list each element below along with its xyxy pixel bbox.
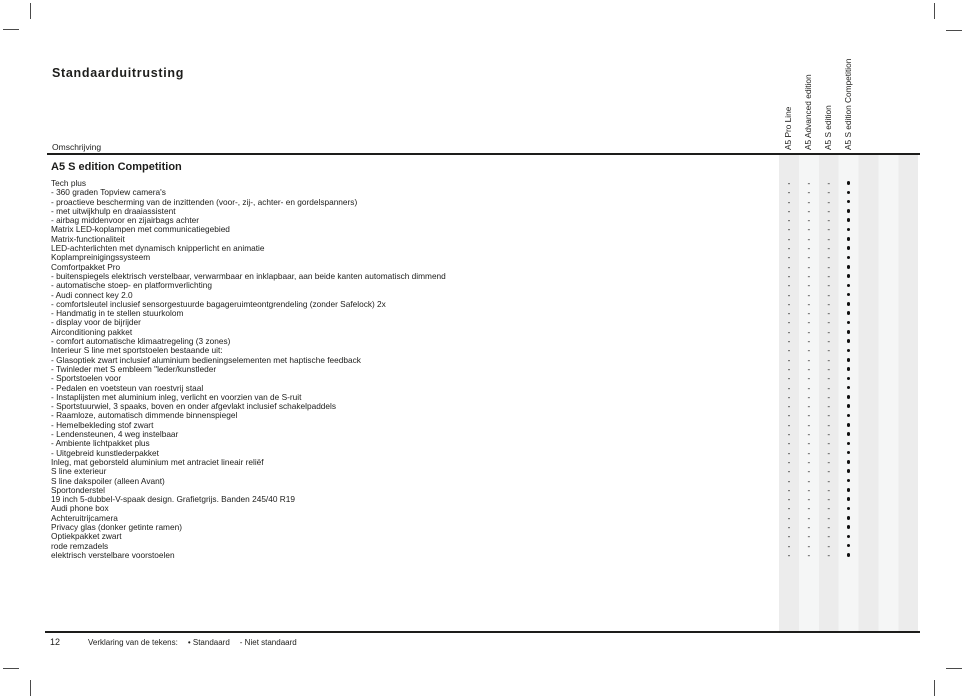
not-standard-marker: - bbox=[807, 410, 811, 421]
standard-marker bbox=[843, 263, 855, 272]
standard-marker bbox=[843, 523, 855, 532]
legend-not-standard: - Niet standaard bbox=[239, 638, 297, 647]
not-standard-marker: - bbox=[787, 280, 791, 291]
not-standard-marker: - bbox=[827, 484, 831, 495]
standard-marker bbox=[843, 188, 855, 197]
not-standard-marker: - bbox=[807, 447, 811, 458]
crop-mark-top-right-horizontal bbox=[946, 30, 962, 31]
feature-label: - buitenspiegels elektrisch verstelbaar, verwarmbaar en inklapbaar, aan beide kanten automatisch dimmend bbox=[51, 270, 446, 281]
bullet-icon bbox=[847, 479, 851, 483]
standard-marker bbox=[843, 207, 855, 216]
not-standard-marker: - bbox=[807, 503, 811, 514]
feature-label: Comfortpakket Pro bbox=[51, 261, 121, 272]
bullet-icon bbox=[847, 414, 851, 418]
footer-rule bbox=[45, 631, 920, 633]
not-standard-marker: - bbox=[807, 215, 811, 226]
not-standard-marker: - bbox=[787, 521, 791, 532]
table-row bbox=[51, 179, 921, 188]
table-row bbox=[51, 411, 921, 420]
feature-label: - proactieve bescherming van de inzittenden (voor-, zij-, achter- en gordelspanners) bbox=[51, 196, 358, 207]
feature-label: - Handmatig in te stellen stuurkolom bbox=[51, 308, 184, 319]
page-number: 12 bbox=[50, 637, 61, 647]
bullet-icon bbox=[847, 377, 851, 381]
feature-label: Matrix-functionaliteit bbox=[51, 233, 125, 244]
not-standard-marker: - bbox=[787, 354, 791, 365]
feature-label: - comfort automatische klimaatregeling (3 zones) bbox=[51, 336, 231, 347]
bullet-icon bbox=[847, 544, 851, 548]
not-standard-marker: - bbox=[787, 215, 791, 226]
feature-label: LED-achterlichten met dynamisch knipperlicht en animatie bbox=[51, 243, 265, 254]
standard-marker bbox=[843, 179, 855, 188]
not-standard-marker: - bbox=[787, 345, 791, 356]
crop-mark-bottom-right-vertical bbox=[934, 680, 935, 696]
standard-marker bbox=[843, 514, 855, 523]
table-row bbox=[51, 523, 921, 532]
not-standard-marker: - bbox=[807, 521, 811, 532]
bullet-icon bbox=[847, 442, 851, 446]
feature-label: - 360 graden Topview camera's bbox=[51, 187, 166, 198]
crop-mark-top-left-vertical bbox=[30, 3, 31, 19]
bullet-icon bbox=[847, 432, 851, 436]
not-standard-marker: - bbox=[827, 317, 831, 328]
feature-label: Audi phone box bbox=[51, 503, 109, 514]
not-standard-marker: - bbox=[827, 401, 831, 412]
not-standard-marker: - bbox=[827, 326, 831, 337]
table-row bbox=[51, 504, 921, 513]
not-standard-marker: - bbox=[807, 187, 811, 198]
not-standard-marker: - bbox=[827, 363, 831, 374]
not-standard-marker: - bbox=[807, 354, 811, 365]
feature-label: - Glasoptiek zwart inclusief aluminium bedieningselementen met haptische feedback bbox=[51, 354, 361, 365]
feature-label: - Raamloze, automatisch dimmende binnenspiegel bbox=[51, 410, 238, 421]
table-rows bbox=[51, 179, 921, 560]
not-standard-marker: - bbox=[827, 540, 831, 551]
standard-marker bbox=[843, 328, 855, 337]
not-standard-marker: - bbox=[807, 345, 811, 356]
not-standard-marker: - bbox=[787, 336, 791, 347]
bullet-icon bbox=[847, 293, 851, 297]
not-standard-marker: - bbox=[827, 233, 831, 244]
not-standard-marker: - bbox=[827, 419, 831, 430]
not-standard-marker: - bbox=[787, 233, 791, 244]
standard-marker bbox=[843, 458, 855, 467]
not-standard-marker: - bbox=[807, 243, 811, 254]
feature-label: - comfortsleutel inclusief sensorgestuurde bagageruimteontgrendeling (zonder Safelock) 2x bbox=[51, 298, 386, 309]
not-standard-marker: - bbox=[807, 289, 811, 300]
standard-marker bbox=[843, 495, 855, 504]
not-standard-marker: - bbox=[827, 224, 831, 235]
bullet-icon bbox=[847, 321, 851, 325]
not-standard-marker: - bbox=[807, 401, 811, 412]
not-standard-marker: - bbox=[807, 531, 811, 542]
not-standard-marker: - bbox=[787, 178, 791, 188]
not-standard-marker: - bbox=[827, 466, 831, 477]
not-standard-marker: - bbox=[827, 196, 831, 207]
bullet-icon bbox=[847, 404, 851, 408]
not-standard-marker: - bbox=[787, 429, 791, 440]
not-standard-marker: - bbox=[807, 466, 811, 477]
bullet-icon bbox=[847, 339, 851, 343]
bullet-icon bbox=[847, 200, 851, 204]
crop-mark-bottom-right-horizontal bbox=[946, 668, 962, 669]
not-standard-marker: - bbox=[827, 494, 831, 505]
feature-label: - airbag middenvoor en zijairbags achter bbox=[51, 215, 200, 226]
feature-label: elektrisch verstelbare voorstoelen bbox=[51, 549, 175, 560]
column-header-a5-advanced-edition: A5 Advanced edition bbox=[803, 74, 814, 150]
bullet-icon bbox=[847, 218, 851, 222]
not-standard-marker: - bbox=[787, 261, 791, 272]
not-standard-marker: - bbox=[827, 178, 831, 188]
feature-label: Optiekpakket zwart bbox=[51, 531, 122, 542]
table-row bbox=[51, 430, 921, 439]
bullet-icon bbox=[847, 553, 851, 557]
bullet-icon bbox=[847, 349, 851, 353]
not-standard-marker: - bbox=[807, 540, 811, 551]
feature-label: Tech plus bbox=[51, 178, 87, 188]
bullet-icon bbox=[847, 535, 851, 539]
not-standard-marker: - bbox=[807, 494, 811, 505]
not-standard-marker: - bbox=[807, 429, 811, 440]
bullet-icon bbox=[847, 237, 851, 241]
table-row bbox=[51, 421, 921, 430]
feature-label: - met uitwijkhulp en draaiassistent bbox=[51, 205, 176, 216]
bullet-icon bbox=[847, 451, 851, 455]
not-standard-marker: - bbox=[787, 373, 791, 384]
not-standard-marker: - bbox=[807, 298, 811, 309]
standard-marker bbox=[843, 467, 855, 476]
feature-label: Inleg, mat geborsteld aluminium met antraciet lineair reliëf bbox=[51, 456, 264, 467]
not-standard-marker: - bbox=[827, 521, 831, 532]
not-standard-marker: - bbox=[807, 475, 811, 486]
column-header-a5-s-edition: A5 S edition bbox=[823, 105, 834, 150]
not-standard-marker: - bbox=[827, 549, 831, 560]
not-standard-marker: - bbox=[807, 456, 811, 467]
feature-label: - Instaplijsten met aluminium inleg, verlicht en voorzien van de S-ruit bbox=[51, 391, 302, 402]
not-standard-marker: - bbox=[827, 215, 831, 226]
not-standard-marker: - bbox=[787, 270, 791, 281]
feature-label: - Hemelbekleding stof zwart bbox=[51, 419, 154, 430]
legend bbox=[88, 638, 307, 647]
not-standard-marker: - bbox=[807, 391, 811, 402]
not-standard-marker: - bbox=[827, 336, 831, 347]
bullet-icon bbox=[847, 460, 851, 464]
bullet-icon bbox=[847, 246, 851, 250]
bullet-icon bbox=[847, 330, 851, 334]
crop-mark-top-right-vertical bbox=[934, 3, 935, 19]
not-standard-marker: - bbox=[787, 252, 791, 263]
not-standard-marker: - bbox=[827, 243, 831, 254]
not-standard-marker: - bbox=[807, 196, 811, 207]
not-standard-marker: - bbox=[787, 401, 791, 412]
not-standard-marker: - bbox=[787, 224, 791, 235]
standard-marker bbox=[843, 421, 855, 430]
standard-marker bbox=[843, 318, 855, 327]
not-standard-marker: - bbox=[827, 261, 831, 272]
standard-marker bbox=[843, 244, 855, 253]
not-standard-marker: - bbox=[827, 373, 831, 384]
standard-marker bbox=[843, 281, 855, 290]
feature-label: S line dakspoiler (alleen Avant) bbox=[51, 475, 165, 486]
feature-label: Airconditioning pakket bbox=[51, 326, 133, 337]
not-standard-marker: - bbox=[807, 261, 811, 272]
feature-label: rode remzadels bbox=[51, 540, 109, 551]
not-standard-marker: - bbox=[827, 382, 831, 393]
not-standard-marker: - bbox=[787, 494, 791, 505]
table-row bbox=[51, 365, 921, 374]
standard-marker bbox=[843, 346, 855, 355]
not-standard-marker: - bbox=[787, 391, 791, 402]
bullet-icon bbox=[847, 256, 851, 260]
bullet-icon bbox=[847, 358, 851, 362]
not-standard-marker: - bbox=[827, 270, 831, 281]
legend-label: Verklaring van de tekens: bbox=[88, 638, 178, 647]
table-row bbox=[51, 477, 921, 486]
not-standard-marker: - bbox=[827, 252, 831, 263]
bullet-icon bbox=[847, 507, 851, 511]
standard-marker bbox=[843, 542, 855, 551]
not-standard-marker: - bbox=[787, 363, 791, 374]
standard-marker bbox=[843, 449, 855, 458]
feature-label: S line exterieur bbox=[51, 466, 107, 477]
crop-mark-top-left-horizontal bbox=[3, 29, 19, 30]
bullet-icon bbox=[847, 209, 851, 213]
standard-marker bbox=[843, 430, 855, 439]
feature-label: 19 inch 5-dubbel-V-spaak design. Grafietgrijs. Banden 245/40 R19 bbox=[51, 494, 295, 505]
standard-marker bbox=[843, 486, 855, 495]
feature-label: Sportonderstel bbox=[51, 484, 105, 495]
standard-marker bbox=[843, 402, 855, 411]
standard-marker bbox=[843, 300, 855, 309]
standard-marker bbox=[843, 235, 855, 244]
not-standard-marker: - bbox=[787, 187, 791, 198]
standard-marker bbox=[843, 532, 855, 541]
not-standard-marker: - bbox=[807, 317, 811, 328]
feature-label: - Twinleder met S embleem "leder/kunstleder bbox=[51, 363, 217, 374]
not-standard-marker: - bbox=[827, 531, 831, 542]
not-standard-marker: - bbox=[827, 410, 831, 421]
not-standard-marker: - bbox=[827, 308, 831, 319]
feature-label: - Pedalen en voetsteun van roestvrij staal bbox=[51, 382, 204, 393]
not-standard-marker: - bbox=[787, 466, 791, 477]
not-standard-marker: - bbox=[827, 345, 831, 356]
section-heading: A5 S edition Competition bbox=[51, 161, 182, 173]
not-standard-marker: - bbox=[827, 503, 831, 514]
not-standard-marker: - bbox=[827, 438, 831, 449]
table-row bbox=[51, 495, 921, 504]
not-standard-marker: - bbox=[787, 289, 791, 300]
table-row bbox=[51, 318, 921, 327]
table-row bbox=[51, 467, 921, 476]
table-row bbox=[51, 532, 921, 541]
bullet-icon bbox=[847, 423, 851, 427]
not-standard-marker: - bbox=[807, 549, 811, 560]
not-standard-marker: - bbox=[787, 243, 791, 254]
table-row bbox=[51, 551, 921, 560]
bullet-icon bbox=[847, 488, 851, 492]
not-standard-marker: - bbox=[827, 429, 831, 440]
not-standard-marker: - bbox=[827, 280, 831, 291]
feature-label: - Sportstuurwiel, 3 spaaks, boven en onder afgevlakt inclusief schakelpaddels bbox=[51, 401, 337, 412]
not-standard-marker: - bbox=[807, 233, 811, 244]
bullet-icon bbox=[847, 516, 851, 520]
not-standard-marker: - bbox=[807, 363, 811, 374]
table-row bbox=[51, 253, 921, 262]
not-standard-marker: - bbox=[807, 326, 811, 337]
standard-marker bbox=[843, 272, 855, 281]
not-standard-marker: - bbox=[827, 447, 831, 458]
not-standard-marker: - bbox=[787, 317, 791, 328]
not-standard-marker: - bbox=[787, 438, 791, 449]
bullet-icon bbox=[847, 469, 851, 473]
not-standard-marker: - bbox=[827, 289, 831, 300]
standard-marker bbox=[843, 411, 855, 420]
not-standard-marker: - bbox=[807, 512, 811, 523]
bullet-icon bbox=[847, 191, 851, 195]
not-standard-marker: - bbox=[807, 308, 811, 319]
not-standard-marker: - bbox=[807, 484, 811, 495]
not-standard-marker: - bbox=[787, 503, 791, 514]
not-standard-marker: - bbox=[787, 549, 791, 560]
not-standard-marker: - bbox=[807, 280, 811, 291]
table-row bbox=[51, 244, 921, 253]
feature-label: - display voor de bijrijder bbox=[51, 317, 141, 328]
not-standard-marker: - bbox=[807, 336, 811, 347]
bullet-icon bbox=[847, 302, 851, 306]
not-standard-marker: - bbox=[807, 382, 811, 393]
not-standard-marker: - bbox=[787, 484, 791, 495]
feature-label: - Lendensteunen, 4 weg instelbaar bbox=[51, 429, 179, 440]
standard-marker bbox=[843, 253, 855, 262]
description-column-label: Omschrijving bbox=[52, 142, 102, 152]
standard-marker bbox=[843, 356, 855, 365]
not-standard-marker: - bbox=[787, 308, 791, 319]
not-standard-marker: - bbox=[787, 382, 791, 393]
bullet-icon bbox=[847, 525, 851, 529]
not-standard-marker: - bbox=[807, 270, 811, 281]
feature-label: Interieur S line met sportstoelen bestaande uit: bbox=[51, 345, 223, 356]
not-standard-marker: - bbox=[787, 196, 791, 207]
table-row bbox=[51, 542, 921, 551]
not-standard-marker: - bbox=[827, 354, 831, 365]
not-standard-marker: - bbox=[787, 512, 791, 523]
not-standard-marker: - bbox=[787, 419, 791, 430]
standard-marker bbox=[843, 216, 855, 225]
not-standard-marker: - bbox=[787, 205, 791, 216]
standard-marker bbox=[843, 384, 855, 393]
standard-marker bbox=[843, 198, 855, 207]
bullet-icon bbox=[847, 395, 851, 399]
table-row bbox=[51, 281, 921, 290]
not-standard-marker: - bbox=[787, 475, 791, 486]
not-standard-marker: - bbox=[787, 326, 791, 337]
not-standard-marker: - bbox=[827, 456, 831, 467]
not-standard-marker: - bbox=[827, 205, 831, 216]
column-header-a5-pro-line: A5 Pro Line bbox=[783, 106, 794, 150]
column-header-a5-s-edition-competition: A5 S edition Competition bbox=[843, 58, 854, 150]
feature-label: Koplampreinigingssysteem bbox=[51, 252, 151, 263]
standard-marker bbox=[843, 337, 855, 346]
not-standard-marker: - bbox=[807, 373, 811, 384]
bullet-icon bbox=[847, 228, 851, 232]
crop-mark-bottom-left-vertical bbox=[30, 680, 31, 696]
not-standard-marker: - bbox=[807, 438, 811, 449]
standard-marker bbox=[843, 225, 855, 234]
table-row bbox=[51, 439, 921, 448]
bullet-icon bbox=[847, 367, 851, 371]
standard-marker bbox=[843, 309, 855, 318]
feature-label: - Audi connect key 2.0 bbox=[51, 289, 133, 300]
not-standard-marker: - bbox=[787, 531, 791, 542]
bullet-icon bbox=[847, 284, 851, 288]
bullet-icon bbox=[847, 274, 851, 278]
standard-marker bbox=[843, 374, 855, 383]
feature-label: Privacy glas (donker getinte ramen) bbox=[51, 521, 182, 532]
bullet-icon bbox=[847, 181, 851, 185]
page-title: Standaarduitrusting bbox=[52, 66, 185, 80]
standard-marker bbox=[843, 439, 855, 448]
bullet-icon bbox=[847, 265, 851, 269]
standard-marker bbox=[843, 393, 855, 402]
not-standard-marker: - bbox=[807, 252, 811, 263]
legend-standard: • Standaard bbox=[187, 638, 230, 647]
not-standard-marker: - bbox=[807, 205, 811, 216]
bullet-icon bbox=[847, 386, 851, 390]
not-standard-marker: - bbox=[807, 178, 811, 188]
feature-label: Achteruitrijcamera bbox=[51, 512, 118, 523]
feature-label: - Uitgebreid kunstlederpakket bbox=[51, 447, 159, 458]
standard-marker bbox=[843, 291, 855, 300]
not-standard-marker: - bbox=[827, 512, 831, 523]
table-row bbox=[51, 225, 921, 234]
feature-label: - automatische stoep- en platformverlichting bbox=[51, 280, 212, 291]
not-standard-marker: - bbox=[787, 456, 791, 467]
standard-marker bbox=[843, 365, 855, 374]
table-row bbox=[51, 458, 921, 467]
feature-label: - Ambiente lichtpakket plus bbox=[51, 438, 150, 449]
not-standard-marker: - bbox=[787, 298, 791, 309]
not-standard-marker: - bbox=[827, 298, 831, 309]
not-standard-marker: - bbox=[807, 224, 811, 235]
not-standard-marker: - bbox=[787, 540, 791, 551]
standard-marker bbox=[843, 551, 855, 560]
table-row bbox=[51, 309, 921, 318]
standard-marker bbox=[843, 504, 855, 513]
not-standard-marker: - bbox=[827, 391, 831, 402]
not-standard-marker: - bbox=[787, 447, 791, 458]
standard-marker bbox=[843, 477, 855, 486]
crop-mark-bottom-left-horizontal bbox=[3, 668, 19, 669]
not-standard-marker: - bbox=[827, 187, 831, 198]
bullet-icon bbox=[847, 497, 851, 501]
feature-label: - Sportstoelen voor bbox=[51, 373, 122, 384]
bullet-icon bbox=[847, 311, 851, 315]
table-row bbox=[51, 198, 921, 207]
feature-label: Matrix LED-koplampen met communicatiegebied bbox=[51, 224, 230, 235]
not-standard-marker: - bbox=[827, 475, 831, 486]
not-standard-marker: - bbox=[787, 410, 791, 421]
not-standard-marker: - bbox=[807, 419, 811, 430]
